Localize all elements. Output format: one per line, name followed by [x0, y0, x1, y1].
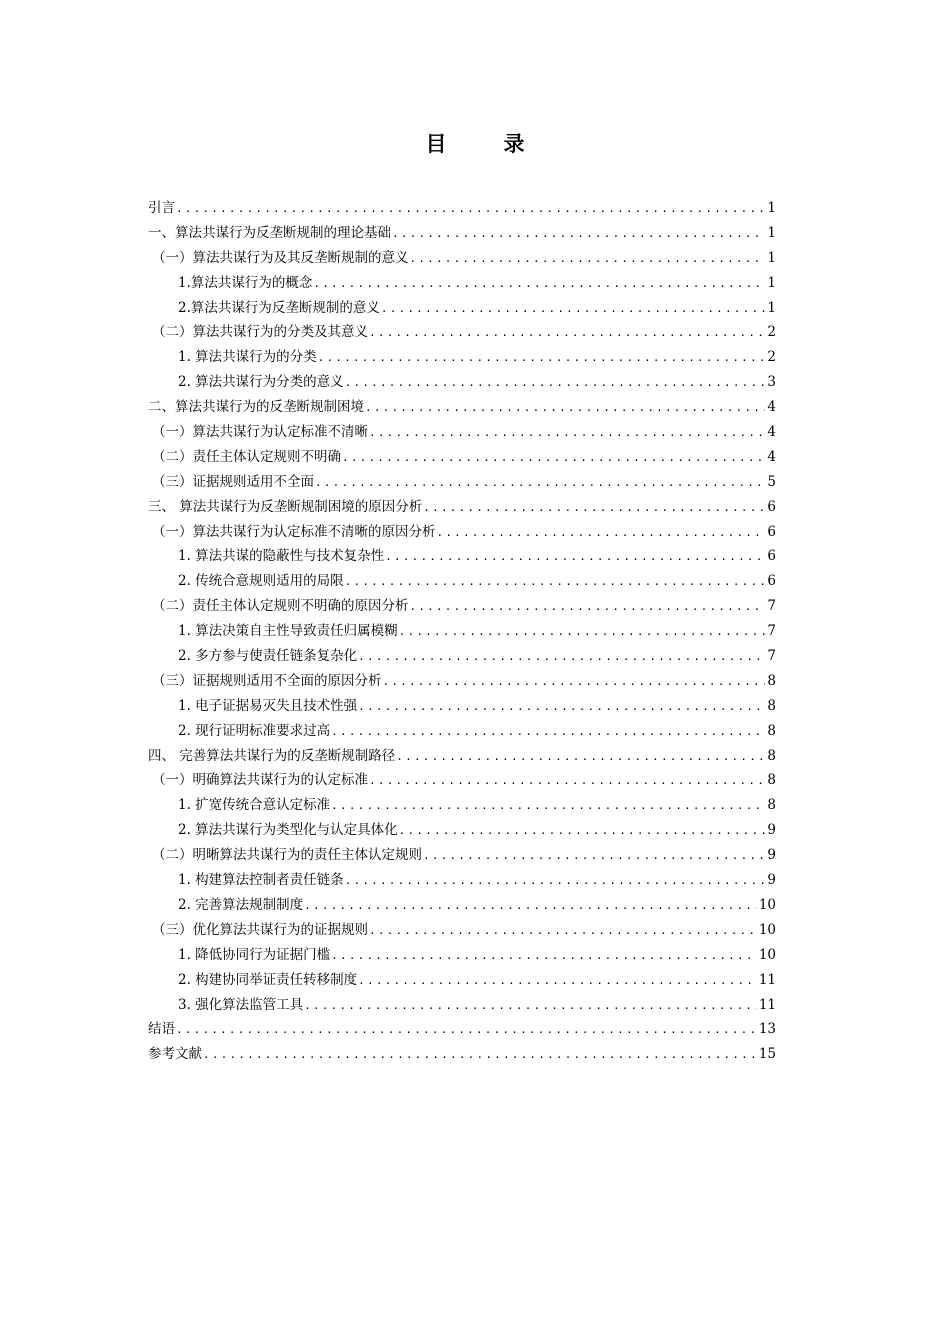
dot-leader	[176, 1018, 757, 1043]
toc-entry-page-number: 8	[767, 772, 776, 789]
toc-entry-page-number: 9	[767, 847, 776, 864]
toc-entry-page-number: 6	[767, 523, 776, 540]
toc-entry-label: （二）算法共谋行为的分类及其意义	[152, 324, 368, 341]
toc-entry-label: 2. 现行证明标准要求过高	[178, 722, 331, 739]
toc-entry-page-number: 8	[767, 797, 776, 814]
toc-entry-page-number: 13	[758, 1021, 776, 1038]
toc-entry[interactable]	[148, 495, 776, 520]
toc-entry[interactable]	[148, 943, 776, 968]
toc-entry-label: （三）证据规则适用不全面	[152, 473, 314, 490]
dot-leader	[399, 620, 766, 645]
dot-leader	[176, 197, 765, 222]
toc-entry-page-number: 10	[758, 896, 776, 913]
dot-leader	[331, 794, 765, 819]
dot-leader	[399, 819, 766, 844]
dot-leader	[381, 297, 766, 322]
dot-leader	[358, 695, 765, 720]
toc-entry-page-number: 8	[767, 697, 776, 714]
toc-entry[interactable]	[148, 470, 776, 495]
dot-leader	[383, 670, 766, 695]
toc-entry-label: （一）算法共谋行为认定标准不清晰的原因分析	[152, 523, 436, 540]
dot-leader	[342, 446, 765, 471]
toc-entry[interactable]	[148, 1042, 776, 1067]
toc-entry-label: （一）算法共谋行为及其反垄断规制的意义	[152, 249, 409, 266]
toc-entry-label: 1. 构建算法控制者责任链条	[178, 872, 344, 889]
toc-entry-label: 1. 电子证据易灭失且技术性强	[178, 697, 358, 714]
dot-leader	[392, 222, 765, 247]
dot-leader	[410, 595, 766, 620]
toc-entry-label: 1. 算法决策自主性导致责任归属模糊	[178, 623, 398, 640]
dot-leader	[304, 894, 757, 919]
toc-entry-label: 2. 多方参与使责任链条复杂化	[178, 648, 358, 665]
toc-entry[interactable]	[148, 993, 776, 1018]
toc-entry[interactable]	[148, 694, 776, 719]
dot-leader	[385, 545, 765, 570]
toc-entry-page-number: 1	[767, 274, 776, 291]
dot-leader	[369, 421, 765, 446]
toc-entry-label: （二）责任主体认定规则不明确的原因分析	[152, 598, 409, 615]
toc-entry-label: 三、 算法共谋行为反垄断规制困境的原因分析	[148, 498, 423, 515]
toc-entry-page-number: 10	[758, 946, 776, 963]
toc-entry-page-number: 4	[767, 448, 776, 465]
toc-entry-label: 1.算法共谋行为的概念	[178, 274, 313, 291]
toc-entry-label: （一）算法共谋行为认定标准不清晰	[152, 424, 368, 441]
toc-entry[interactable]	[148, 196, 776, 221]
dot-leader	[423, 496, 765, 521]
toc-entry-label: （二）责任主体认定规则不明确	[152, 448, 341, 465]
toc-entry[interactable]	[148, 445, 776, 470]
toc-entry-page-number: 7	[767, 623, 776, 640]
toc-entry[interactable]	[148, 843, 776, 868]
dot-leader	[331, 720, 765, 745]
dot-leader	[345, 371, 766, 396]
toc-entry-page-number: 8	[767, 722, 776, 739]
toc-entry-label: 3. 强化算法监管工具	[178, 996, 304, 1013]
toc-entry[interactable]	[148, 644, 776, 669]
toc-entry-label: 1. 扩宽传统合意认定标准	[178, 797, 331, 814]
toc-entry[interactable]	[148, 818, 776, 843]
toc-entry-label: 二、算法共谋行为的反垄断规制困境	[148, 399, 364, 416]
toc-entry-label: （二）明晰算法共谋行为的责任主体认定规则	[152, 847, 422, 864]
toc-entry-page-number: 11	[758, 971, 776, 988]
toc-entry-page-number: 7	[767, 648, 776, 665]
toc-entry[interactable]	[148, 246, 776, 271]
toc-entry-page-number: 1	[767, 200, 776, 216]
toc-entry-label: 引言	[148, 200, 175, 216]
toc-entry-label: （三）优化算法共谋行为的证据规则	[152, 921, 368, 938]
toc-entry-label: 2.算法共谋行为反垄断规制的意义	[178, 299, 380, 316]
toc-entry[interactable]	[148, 370, 776, 395]
toc-entry-page-number: 8	[767, 672, 776, 689]
toc-entry-page-number: 7	[767, 598, 776, 615]
toc-entry[interactable]	[148, 868, 776, 893]
toc-entry[interactable]	[148, 719, 776, 744]
toc-entry[interactable]	[148, 345, 776, 370]
dot-leader	[345, 869, 766, 894]
toc-entry[interactable]	[148, 768, 776, 793]
toc-entry-page-number: 2	[767, 324, 776, 341]
toc-entry-label: 2. 构建协同举证责任转移制度	[178, 971, 358, 988]
dot-leader	[304, 994, 757, 1019]
toc-entry-label: 1. 降低协同行为证据门槛	[178, 946, 331, 963]
table-of-contents	[148, 196, 776, 1067]
toc-entry-page-number: 6	[767, 498, 776, 515]
page-title: 目 录	[425, 132, 543, 156]
toc-entry-label: 一、算法共谋行为反垄断规制的理论基础	[148, 224, 391, 241]
toc-entry-page-number: 3	[767, 374, 776, 391]
toc-entry[interactable]	[148, 520, 776, 545]
toc-entry-page-number: 1	[767, 249, 776, 266]
toc-entry[interactable]	[148, 893, 776, 918]
dot-leader	[437, 521, 766, 546]
toc-entry-page-number: 10	[758, 921, 776, 938]
toc-entry-label: 2. 完善算法规制制度	[178, 896, 304, 913]
toc-entry-label: 四、 完善算法共谋行为的反垄断规制路径	[148, 747, 396, 764]
dot-leader	[365, 396, 765, 421]
dot-leader	[358, 645, 765, 670]
dot-leader	[313, 272, 765, 297]
toc-entry[interactable]	[148, 395, 776, 420]
toc-entry-page-number: 1	[767, 299, 776, 316]
toc-entry-label: 结语	[148, 1021, 175, 1038]
toc-entry-page-number: 1	[767, 224, 776, 241]
toc-entry-label: 1. 算法共谋行为的分类	[178, 349, 317, 366]
toc-entry-label: 2. 算法共谋行为分类的意义	[178, 374, 344, 391]
toc-entry-page-number: 5	[767, 473, 776, 490]
toc-entry[interactable]	[148, 420, 776, 445]
toc-entry-page-number: 6	[767, 548, 776, 565]
toc-entry[interactable]	[148, 669, 776, 694]
dot-leader	[331, 944, 757, 969]
toc-entry-label: 2. 传统合意规则适用的局限	[178, 573, 344, 590]
toc-entry[interactable]	[148, 296, 776, 321]
toc-entry-page-number: 8	[767, 747, 776, 764]
toc-entry-label: 参考文献	[148, 1046, 202, 1063]
toc-entry[interactable]	[148, 619, 776, 644]
dot-leader	[369, 321, 765, 346]
toc-entry-label: 2. 算法共谋行为类型化与认定具体化	[178, 822, 398, 839]
toc-entry[interactable]	[148, 544, 776, 569]
toc-entry-page-number: 9	[767, 872, 776, 889]
toc-entry[interactable]	[148, 271, 776, 296]
dot-leader	[369, 769, 765, 794]
dot-leader	[423, 844, 765, 869]
toc-entry-label: （一）明确算法共谋行为的认定标准	[152, 772, 368, 789]
toc-entry-page-number: 9	[767, 822, 776, 839]
toc-entry-page-number: 4	[767, 399, 776, 416]
toc-entry[interactable]	[148, 918, 776, 943]
toc-entry[interactable]	[148, 594, 776, 619]
toc-entry[interactable]	[148, 569, 776, 594]
dot-leader	[315, 471, 765, 496]
dot-leader	[318, 346, 766, 371]
toc-entry[interactable]	[148, 221, 776, 246]
toc-entry[interactable]	[148, 793, 776, 818]
dot-leader	[396, 745, 765, 770]
toc-entry-label: （三）证据规则适用不全面的原因分析	[152, 672, 382, 689]
toc-entry-page-number: 11	[758, 996, 776, 1013]
toc-entry-page-number: 2	[767, 349, 776, 366]
toc-entry-page-number: 4	[767, 424, 776, 441]
dot-leader	[369, 919, 757, 944]
toc-entry-page-number: 6	[767, 573, 776, 590]
dot-leader	[203, 1043, 757, 1068]
toc-entry[interactable]	[148, 320, 776, 345]
toc-entry[interactable]	[148, 968, 776, 993]
toc-entry[interactable]	[148, 1017, 776, 1042]
dot-leader	[345, 570, 766, 595]
toc-entry-label: 1. 算法共谋的隐蔽性与技术复杂性	[178, 548, 385, 565]
dot-leader	[358, 969, 757, 994]
dot-leader	[410, 247, 766, 272]
toc-entry[interactable]	[148, 744, 776, 769]
toc-entry-page-number: 15	[758, 1046, 776, 1063]
